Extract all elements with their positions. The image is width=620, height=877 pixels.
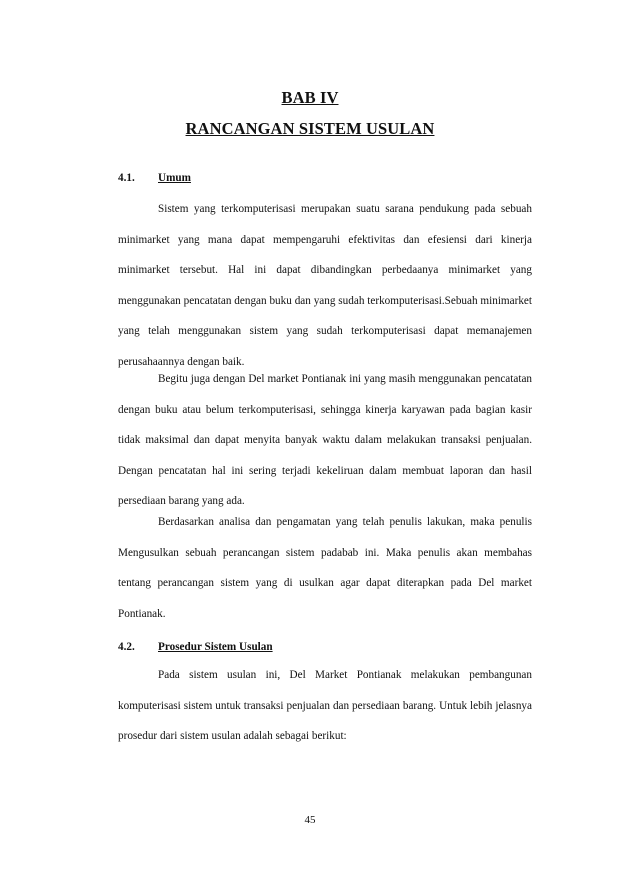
section-heading-prosedur [118, 640, 538, 654]
section-number: 4.2. [118, 641, 135, 653]
paragraph: Sistem yang terkomputerisasi merupakan suatu sarana pendukung pada sebuah minimarket yang mana dapat mempengaruhi efektivitas dan efesiensi dari kinerja minimarket tersebut. Hal ini dapat dibandingkan perbedaanya minimarket yang menggunakan pencatatan dengan buku dan yang sudah terkomputerisasi.Sebuah minimarket yang telah menggunakan sistem yang sudah terkomputerisasi dapat memanajemen perusahaannya dengan baik. [118, 203, 532, 368]
section-title: Umum [158, 172, 191, 184]
section-heading-umum [118, 171, 538, 185]
section-number: 4.1. [118, 172, 135, 184]
section-title: Prosedur Sistem Usulan [158, 641, 273, 653]
paragraph: Berdasarkan analisa dan pengamatan yang telah penulis lakukan, maka penulis Mengusulkan sebuah perancangan sistem padabab ini. Maka penulis akan membahas tentang perancangan sistem yang di usulkan agar dapat diterapkan pada Del market Pontianak. [118, 516, 532, 620]
page-number: 45 [304, 814, 316, 826]
chapter-number: BAB IV [281, 88, 339, 107]
chapter-title: RANCANGAN SISTEM USULAN [185, 119, 435, 138]
paragraph: Begitu juga dengan Del market Pontianak ini yang masih menggunakan pencatatan dengan buku atau belum terkomputerisasi, sehingga kinerja karyawan pada bagian kasir tidak maksimal dan dapat menyita banyak waktu dalam melakukan transaksi penjualan. Dengan pencatatan hal ini sering terjadi kekeliruan dalam membuat laporan dan hasil persediaan barang yang ada. [118, 373, 532, 507]
paragraph: Pada sistem usulan ini, Del Market Pontianak melakukan pembangunan komputerisasi sistem untuk transaksi penjualan dan persediaan barang. Untuk lebih jelasnya prosedur dari sistem usulan adalah sebagai berikut: [118, 669, 532, 742]
